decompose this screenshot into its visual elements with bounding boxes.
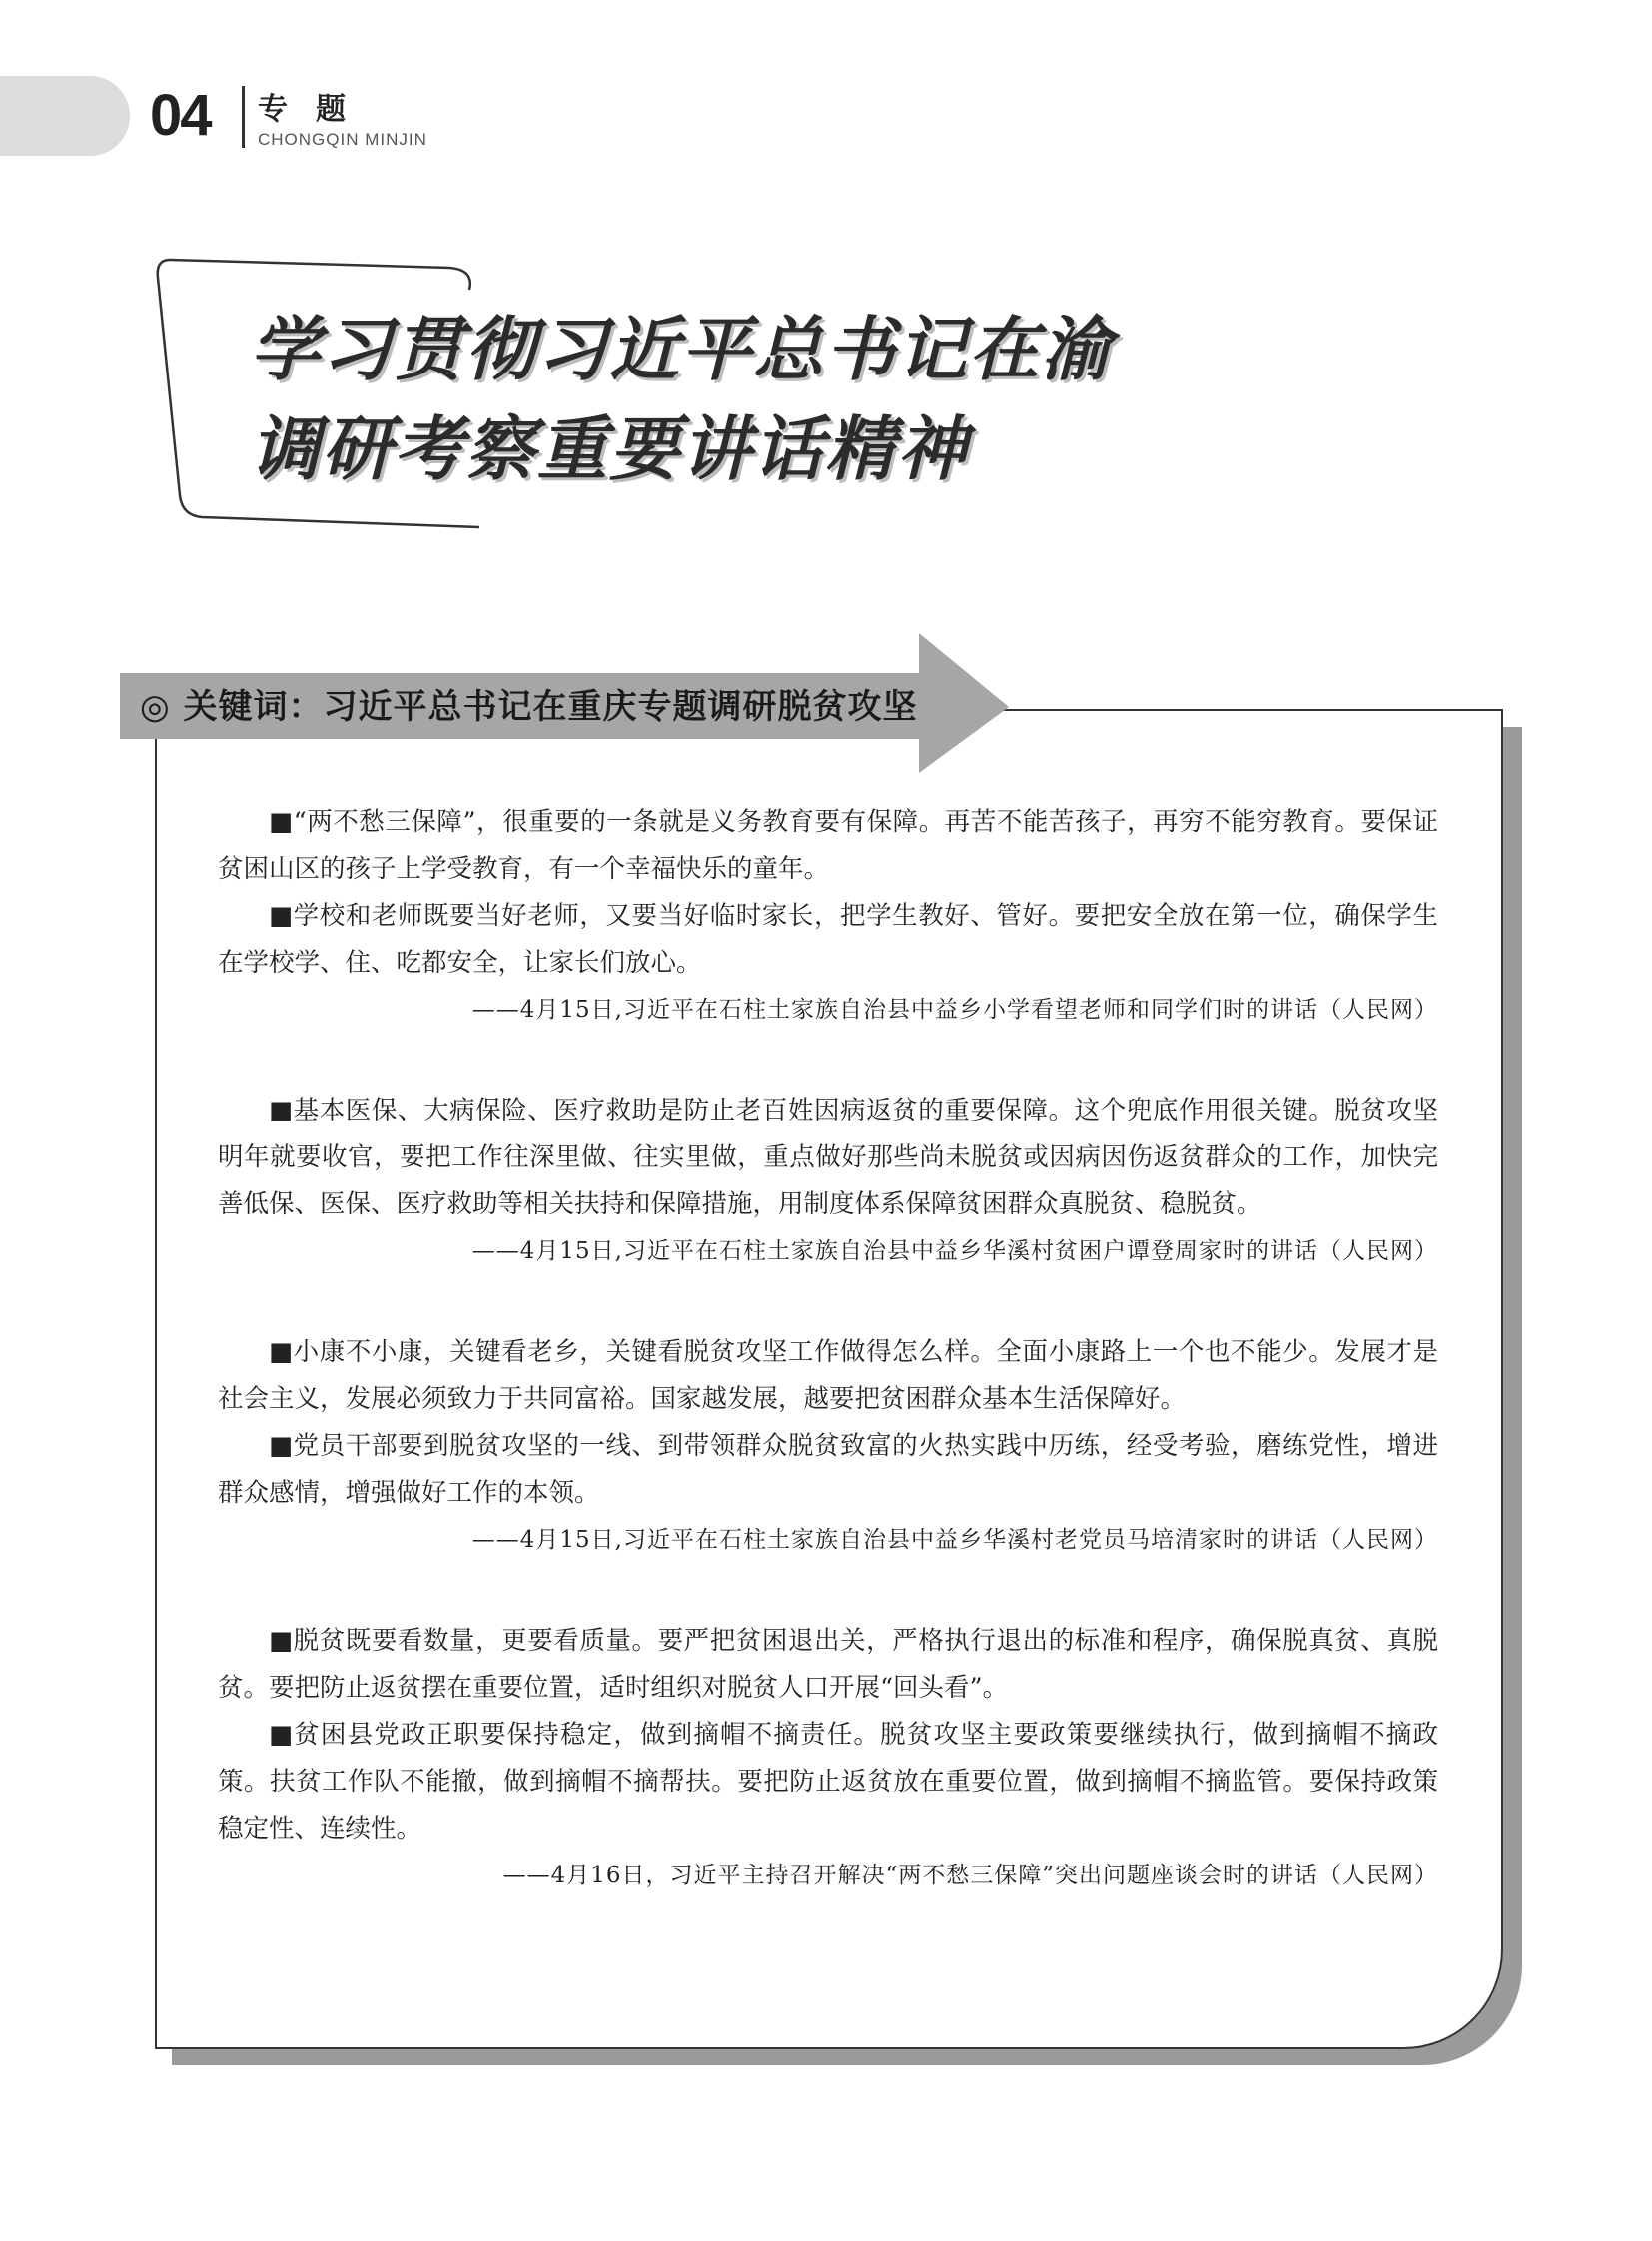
page-number: 04: [150, 83, 211, 148]
quote-source: ——4月15日,习近平在石柱土家族自治县中益乡小学看望老师和同学们时的讲话（人民网）: [471, 997, 1438, 1023]
quote-source: ——4月15日,习近平在石柱土家族自治县中益乡华溪村贫困户谭登周家时的讲话（人民网）: [471, 1238, 1438, 1264]
quote-group-4: [218, 1618, 1438, 1899]
header-tab-shape: [0, 76, 130, 156]
section-subtitle: CHONGQIN MINJIN: [258, 130, 427, 149]
paragraph: ■基本医保、大病保险、医疗救助是防止老百姓因病返贫的重要保障。这个兜底作用很关键。脱贫攻坚明年就要收官，要把工作往深里做、往实里做，重点做好那些尚未脱贫或因病因伤返贫群众的工作，加快完善低保、医保、医疗救助等相关扶持和保障措施，用制度体系保障贫困群众真脱贫、稳脱贫。: [218, 1096, 1438, 1219]
keyword-banner-text: ◎ 关键词：习近平总书记在重庆专题调研脱贫攻坚: [140, 687, 918, 727]
section-name: 专题: [258, 92, 374, 127]
quote-source: ——4月16日，习近平主持召开解决“两不愁三保障”突出问题座谈会时的讲话（人民网）: [502, 1863, 1438, 1888]
paragraph: ■党员干部要到脱贫攻坚的一线、到带领群众脱贫致富的火热实践中历练，经受考验，磨练党性，增进群众感情，增强做好工作的本领。: [218, 1431, 1438, 1508]
quote-source: ——4月15日,习近平在石柱土家族自治县中益乡华溪村老党员马培清家时的讲话（人民网）: [471, 1527, 1438, 1553]
article-title: [250, 300, 1113, 499]
header-divider: [242, 86, 245, 148]
quote-group-1: [218, 799, 1438, 1034]
quote-group-3: [218, 1329, 1438, 1564]
title-line-2: 调研考察重要讲话精神: [250, 408, 969, 490]
article-body: [218, 799, 1438, 1899]
paragraph: ■脱贫既要看数量，更要看质量。要严把贫困退出关，严格执行退出的标准和程序，确保脱真贫、真脱贫。要把防止返贫摆在重要位置，适时组织对脱贫人口开展“回头看”。: [218, 1626, 1438, 1703]
title-line-1: 学习贯彻习近平总书记在渝: [250, 309, 1113, 390]
paragraph: ■学校和老师既要当好老师，又要当好临时家长，把学生教好、管好。要把安全放在第一位，确保学生在学校学、住、吃都安全，让家长们放心。: [218, 901, 1438, 978]
quote-group-2: [218, 1088, 1438, 1275]
paragraph: ■小康不小康，关键看老乡，关键看脱贫攻坚工作做得怎么样。全面小康路上一个也不能少。发展才是社会主义，发展必须致力于共同富裕。国家越发展，越要把贫困群众基本生活保障好。: [218, 1337, 1438, 1414]
paragraph: ■贫困县党政正职要保持稳定，做到摘帽不摘责任。脱贫攻坚主要政策要继续执行，做到摘帽不摘政策。扶贫工作队不能撤，做到摘帽不摘帮扶。要把防止返贫放在重要位置，做到摘帽不摘监管。要保持政策稳定性、连续性。: [218, 1720, 1438, 1844]
paragraph: ■“两不愁三保障”，很重要的一条就是义务教育要有保障。再苦不能苦孩子，再穷不能穷教育。要保证贫困山区的孩子上学受教育，有一个幸福快乐的童年。: [218, 807, 1438, 884]
